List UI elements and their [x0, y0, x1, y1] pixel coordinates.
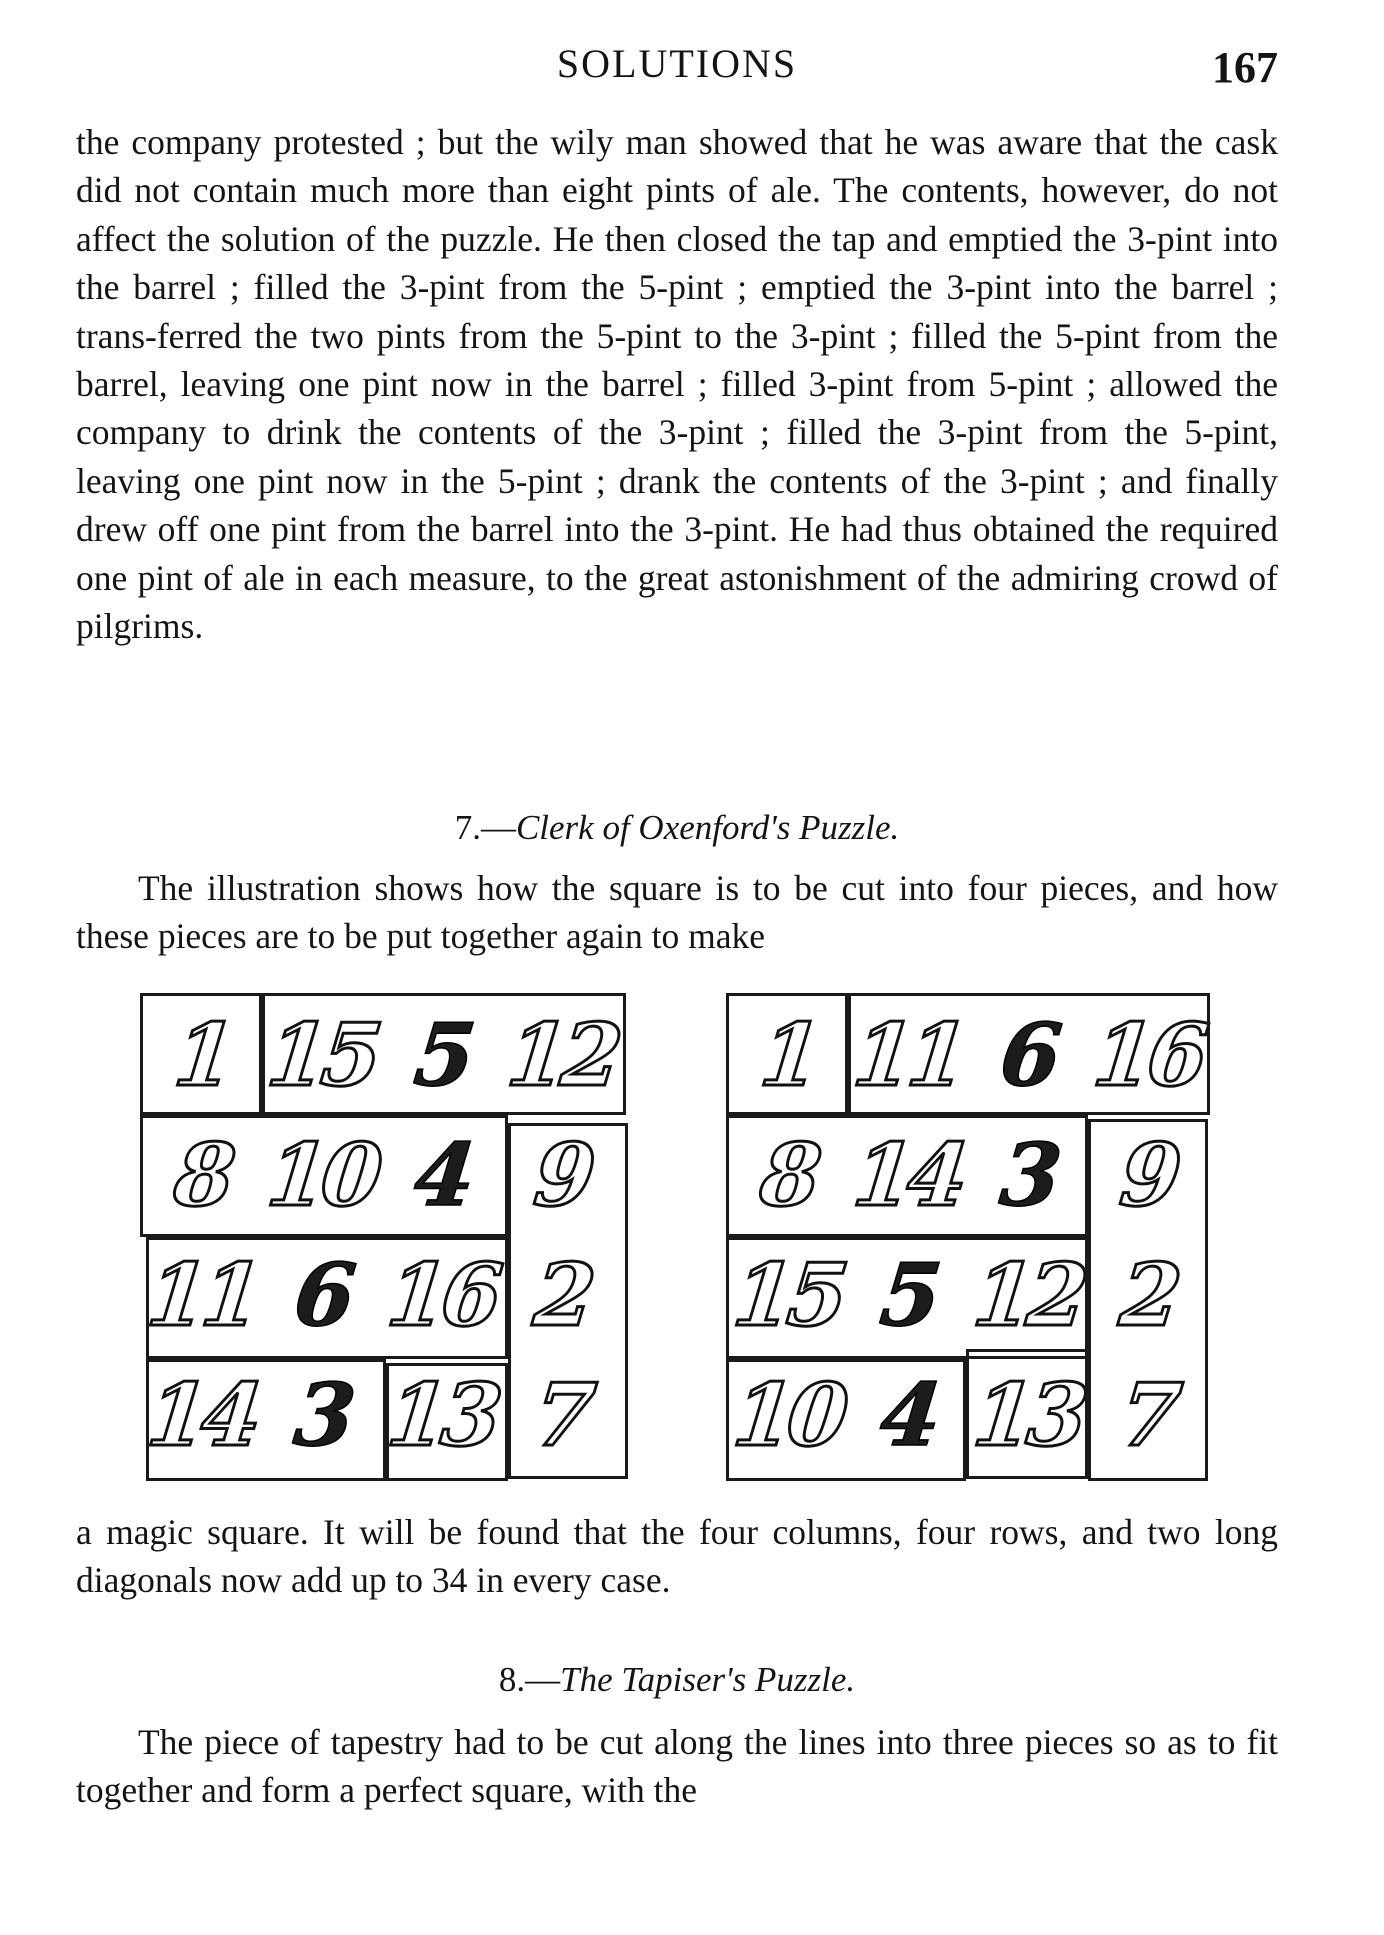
heading-number: 8.— — [498, 1660, 561, 1699]
running-head: SOLUTIONS — [556, 41, 798, 86]
paragraph-illustration: The illustration shows how the square is to be cut into four pieces, and how these pieces are to be put together again to make — [76, 868, 1278, 957]
paragraph-tapestry: The piece of tapestry had to be cut along the lines into three pieces so as to fit together and form a perfect square, with the — [76, 1722, 1278, 1811]
magic-square — [726, 993, 1208, 1481]
cell-number: 14 — [848, 1124, 968, 1226]
cell-number: 12 — [968, 1244, 1088, 1346]
square-cell — [968, 1115, 1088, 1235]
cell-number: 10 — [728, 1364, 848, 1466]
cell-number: 1 — [169, 1004, 235, 1106]
square-cell — [728, 1355, 848, 1475]
square-cell — [262, 995, 382, 1115]
square-cell — [968, 1235, 1088, 1355]
cell-number: 8 — [169, 1124, 235, 1226]
magic-square-figure — [140, 993, 1208, 1481]
square-cell — [1088, 1115, 1208, 1235]
square-cell — [1088, 1355, 1208, 1475]
cell-number: 5 — [875, 1244, 941, 1346]
cell-number: 1 — [755, 1004, 821, 1106]
cell-number: 7 — [1115, 1364, 1181, 1466]
cell-number: 16 — [382, 1244, 502, 1346]
original-square — [140, 993, 622, 1481]
heading-clerk-of-oxenford — [76, 808, 1278, 848]
square-cell — [728, 1235, 848, 1355]
square-cell — [728, 1115, 848, 1235]
cell-number: 16 — [1088, 1004, 1208, 1106]
cell-number: 12 — [502, 1004, 622, 1106]
cell-number: 9 — [529, 1124, 595, 1226]
page-number: 167 — [1212, 43, 1278, 92]
cell-number: 11 — [848, 1004, 968, 1106]
cell-number: 2 — [529, 1244, 595, 1346]
square-cell — [262, 1115, 382, 1235]
heading-number: 7.— — [454, 808, 516, 847]
cell-number: 10 — [262, 1124, 382, 1226]
square-cell — [382, 1355, 502, 1475]
square-cell — [142, 1235, 262, 1355]
square-cell — [142, 995, 262, 1115]
heading-title: Clerk of Oxenford's Puzzle. — [515, 808, 900, 847]
square-cell — [142, 1355, 262, 1475]
square-cell — [848, 1115, 968, 1235]
square-cell — [142, 1115, 262, 1235]
heading-tapiser — [76, 1660, 1278, 1700]
square-cell — [848, 1235, 968, 1355]
square-cell — [1088, 995, 1208, 1115]
square-cell — [262, 1235, 382, 1355]
square-cell — [968, 995, 1088, 1115]
square-cell — [502, 1115, 622, 1235]
square-cell — [502, 995, 622, 1115]
heading-title: The Tapiser's Puzzle. — [560, 1660, 856, 1699]
square-cell — [728, 995, 848, 1115]
cell-number: 8 — [755, 1124, 821, 1226]
cell-number: 2 — [1115, 1244, 1181, 1346]
square-cell — [382, 1115, 502, 1235]
square-cell — [502, 1355, 622, 1475]
square-cell — [1088, 1235, 1208, 1355]
cell-number: 6 — [289, 1244, 355, 1346]
square-cell — [382, 995, 502, 1115]
cell-number: 9 — [1115, 1124, 1181, 1226]
cell-number: 3 — [289, 1364, 355, 1466]
cell-number: 13 — [382, 1364, 502, 1466]
paragraph-magic-square: a magic square. It will be found that the four columns, four rows, and two long diagonals now add up to 34 in every case. — [76, 1512, 1278, 1601]
cell-number: 4 — [409, 1124, 475, 1226]
page-header — [76, 38, 1278, 98]
square-cell — [848, 995, 968, 1115]
square-cell — [502, 1235, 622, 1355]
square-cell — [848, 1355, 968, 1475]
cell-number: 13 — [968, 1364, 1088, 1466]
cell-number: 14 — [142, 1364, 262, 1466]
cell-number: 5 — [409, 1004, 475, 1106]
cell-number: 15 — [728, 1244, 848, 1346]
square-cell — [968, 1355, 1088, 1475]
paragraph-ale-solution: the company protested ; but the wily man showed that he was aware that the cask did not contain much more than eight pints of ale. The contents, however, do not affect the solution of the puzzle. He then closed the tap and emptied the 3-pint into the barrel ; filled the 3-pint from the 5-pint ; emptied the 3-pint into the barrel ; trans-ferred the two pints from the 5-pint to the 3-pint ; filled the 5-pint from the barrel, leaving one pint now in the barrel ; filled 3-pint from 5-pint ; allowed the company to drink the contents of the 3-pint ; filled the 3-pint from the 5-pint, leaving one pint now in the 5-pint ; drank the contents of the 3-pint ; and finally drew off one pint from the barrel into the 3-pint. He had thus obtained the required one pint of ale in each measure, to the great astonishment of the admiring crowd of pilgrims. — [76, 122, 1278, 647]
cell-number: 3 — [995, 1124, 1061, 1226]
square-cell — [262, 1355, 382, 1475]
cell-number: 6 — [995, 1004, 1061, 1106]
cell-number: 15 — [262, 1004, 382, 1106]
cell-number: 7 — [529, 1364, 595, 1466]
square-cell — [382, 1235, 502, 1355]
cell-number: 4 — [875, 1364, 941, 1466]
cell-number: 11 — [142, 1244, 262, 1346]
